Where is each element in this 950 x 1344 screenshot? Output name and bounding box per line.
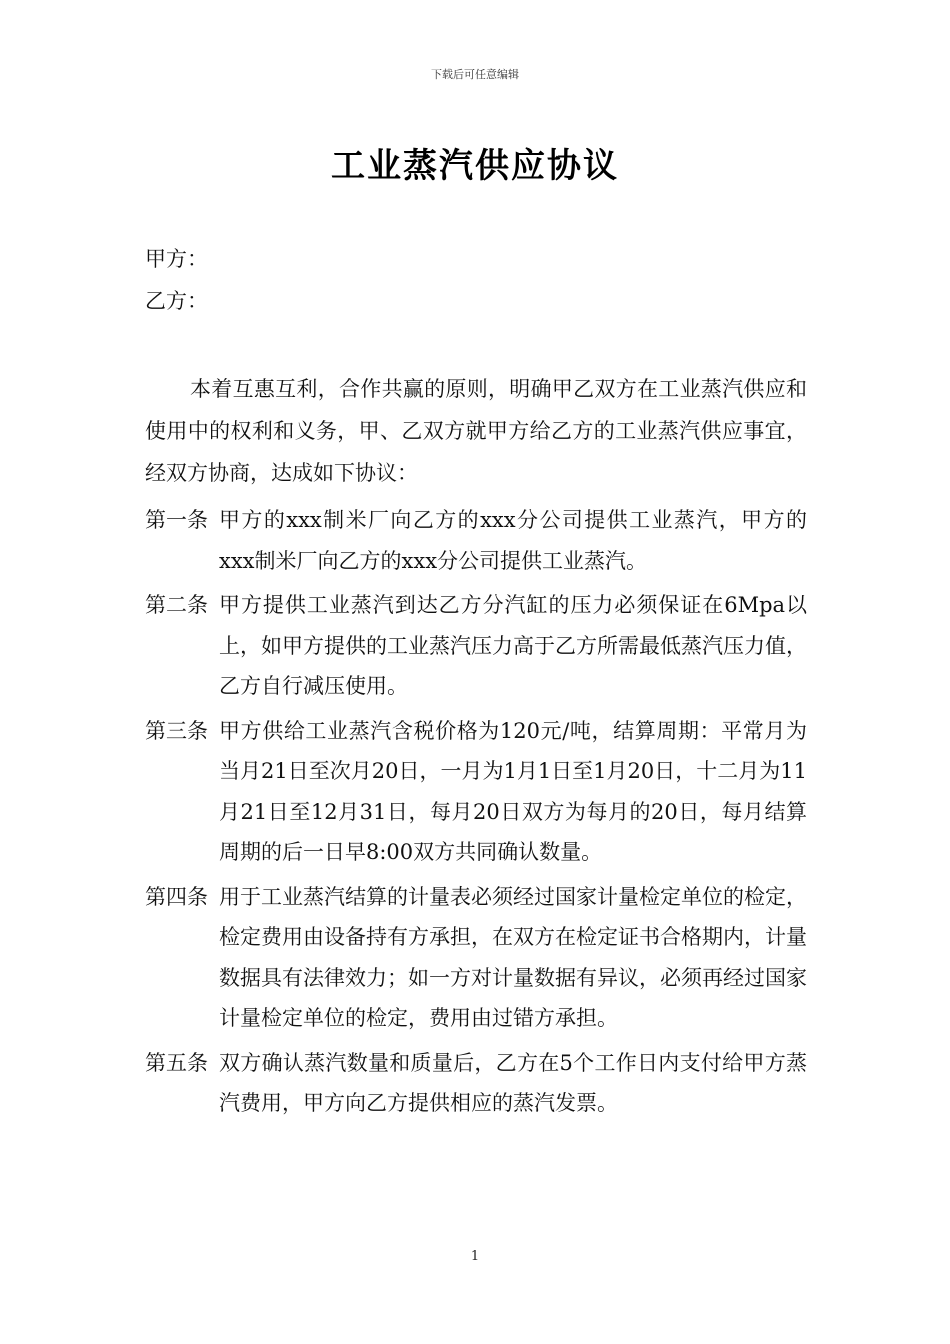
party-b-label: 乙方： (145, 289, 208, 313)
article-text: 甲方提供工业蒸汽到达乙方分汽缸的压力必须保证在6Mpa以上，如甲方提供的工业蒸汽压力高于乙方所需最低蒸汽压力值，乙方自行减压使用。 (219, 593, 807, 698)
document-title: 工业蒸汽供应协议 (331, 146, 619, 186)
article-label: 第二条 (145, 593, 208, 617)
preamble-paragraph: 本着互惠互利，合作共赢的原则，明确甲乙双方在工业蒸汽供应和使用中的权利和义务，甲、乙双方就甲方给乙方的工业蒸汽供应事宜，经双方协商，达成如下协议： (145, 377, 807, 485)
article-text: 双方确认蒸汽数量和质量后，乙方在5个工作日内支付给甲方蒸汽费用，甲方向乙方提供相应的蒸汽发票。 (219, 1050, 807, 1115)
party-a-label: 甲方： (145, 247, 208, 271)
article-text: 用于工业蒸汽结算的计量表必须经过国家计量检定单位的检定，检定费用由设备持有方承担，在双方在检定证书合格期内，计量数据具有法律效力；如一方对计量数据有异议，必须再经过国家计量检定单位的检定，费用由过错方承担。 (219, 884, 807, 1030)
article-2 (145, 585, 807, 707)
article-label: 第五条 (145, 1050, 208, 1075)
articles-list (145, 500, 807, 1128)
article-label: 第一条 (145, 508, 208, 532)
article-label: 第三条 (145, 718, 208, 743)
page-number: 1 (470, 1249, 480, 1264)
article-5 (145, 1043, 807, 1124)
article-4 (145, 877, 807, 1039)
header-note: 下载后可任意编辑 (431, 68, 519, 81)
article-1 (145, 500, 807, 581)
article-text: 甲方供给工业蒸汽含税价格为120元/吨，结算周期：平常月为当月21日至次月20日，一月为1月1日至1月20日，十二月为11月21日至12月31日，每月20日双方为每月的20日，每月结算周期的后一日早8:00双方共同确认数量。 (219, 718, 807, 864)
article-3 (145, 711, 807, 873)
article-label: 第四条 (145, 884, 208, 909)
article-text: 甲方的xxx制米厂向乙方的xxx分公司提供工业蒸汽，甲方的xxx制米厂向乙方的xxx分公司提供工业蒸汽。 (219, 508, 807, 573)
